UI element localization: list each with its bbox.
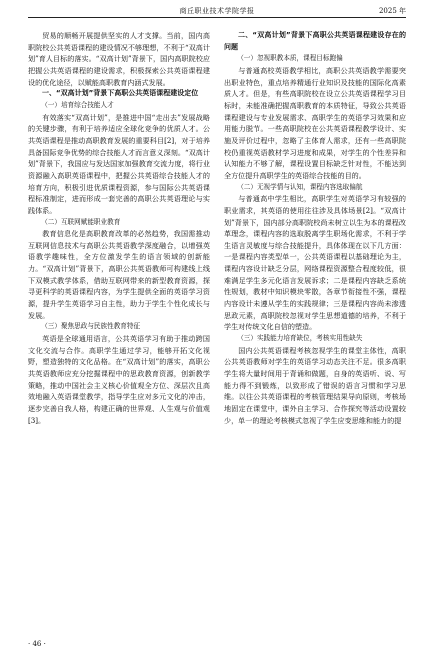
- paragraph-1-1: 有效落实“双高计划”，是推进中国“走出去”发展战略的关键步骤，有利于培养适应全球化竞争的优质人才。公共英语课程是推动高职教育发展的重要科目[2]，对于培养具备国际竞争优势的综合技能人才而言意义深刻。“双高计划”背景下，我国应与发达国家加强教育交流力度，将行业资源融入高职英语课程中，把握公共英语综合技能人才的培育方向，积极引进优质课程资源，参与国际公共英语课程标准制定，进而形成一套完善的高职公共英语理论与实践体系。: [28, 112, 210, 215]
- intro-paragraph: 贸易的顺畅开展提供坚实的人才支撑。当前，国内高职院校公共英语课程的建设情况不够理想，不利于“双高计划”育人目标的落实。“双高计划”背景下，国内高职院校应把握公共英语课程的建设需求，积极探索公共英语课程建设的优化途径，以赋能高职教育内涵式发展。: [28, 31, 210, 87]
- subheading-1-1: （一）培育综合技能人才: [41, 100, 114, 109]
- paragraph-1-2: 教育信息化是高职教育改革的必然趋势，我国需推动互联网信息技术与高职公共英语教学深度融合，以增强英语教学趣味性，全方位激发学生的语言领域的创新能力。“双高计划”背景下，高职公共英语教师可构建线上线下双模式教学体系，借助互联网带来的新型教育资源，探寻更科学的英语课程内容，为学生提供全面的英语学习资源，提升学生英语学习自主性，助力于学生个性化成长与发展。: [28, 229, 210, 320]
- paragraph-1-3: 英语是全球通用语言，公共英语学习有助于推动跨国文化交流与合作。高职学生通过学习，能够开拓文化视野，塑造独特的文化品格。在“双高计划”的落实，高职公共英语教师应充分挖掘课程中的思政教育资源，创新教学策略，推动中国社会主义核心价值观全方位、深层次且高效地融入英语课堂教学，指导学生应对多元文化的冲击，逐步完善自我人格，构建正确的世界观、人生观与价值观[3]。: [28, 334, 210, 425]
- left-column: [28, 30, 210, 426]
- section-heading-1: 一、“双高计划”背景下高职公共英语课程建设定位: [42, 89, 199, 98]
- section-heading-2: 二、“双高计划”背景下高职公共英语课程建设存在的问题: [224, 31, 406, 51]
- page-number: · 46 ·: [28, 640, 46, 648]
- running-header: [28, 4, 406, 18]
- paragraph-2-2: 与普通高中学生相比，高职学生对英语学习有较强的职业需求，其英语的使用往往涉及具体场景[2]。“双高计划”背景下，国内部分高职院校尚未树立以生为本的课程改革理念，课程内容的选取脱离学生职场化需求，不利于学生语言灵敏度与综合技能提升，具体体现在以下几方面：一是课程内容类型单一，公共英语课程以基础理论为主，课程内容设计缺乏分层，网络课程资源整合程度较低，很难满足学生多元化语言发展诉求；二是课程内容缺乏系统性规划，教材中知识模块零散，各章节衔接性不强，课程内容设计未遵从学生的实践规律；三是课程内容尚未渗透思政元素，高职院校忽视对学生思想道德的培养，不利于学生对传统文化自信的塑造。: [224, 194, 406, 332]
- journal-title: 商丘职业技术学院学报: [179, 7, 255, 15]
- subheading-2-1: （一）忽视职教本质，课程目标跑偏: [237, 54, 343, 63]
- right-column: [224, 30, 406, 426]
- issue-year: 2025 年: [378, 7, 406, 15]
- subheading-1-3: （三）聚焦思政与民族性教育特征: [41, 322, 141, 331]
- subheading-2-3: （三）实践能力培育缺位，考核实用性缺失: [237, 334, 363, 343]
- subheading-1-2: （二）互联网赋能职业教育: [41, 217, 121, 226]
- paragraph-2-1: 与普通高校英语教学相比，高职公共英语教学需要突出职业特色，重点培养精通行业知识及技能的国际化高素质人才。但是，有些高职院校在设立公共英语课程学习目标时，未能准确把握高职教育的本质特征，导致公共英语课程建设与专业发展需求、高职学生的英语学习效果和应用能力脱节。一些高职院校在公共英语课程教学设计、实施及评价过程中，忽略了主体育人需求，还有一些高职院校仍重视英语教材学习进度和成果，对学生的个性差异和认知能力不够了解，课程设置目标缺乏针对性，不能达到全方位提升高职学生的英语综合技能的目的。: [224, 65, 406, 180]
- subheading-2-2: （二）无视学情与认知，课程内容选取偏航: [237, 182, 363, 191]
- paragraph-2-3: 国内公共英语课程考核忽视学生的课堂主体性，高职公共英语教师对学生的英语学习动态关注不足。很多高职学生将大量时间用于背诵和做题，自身的英语听、说、写能力得不到锻炼，以致形成了错误的语言习惯和学习思维。以往公共英语课程的考核管理结果导向原则，考核场地固定在课堂中，课外自主学习、合作探究等活动设置较少，单一的理论考核模式忽视了学生应变思维和能力的提: [224, 345, 406, 425]
